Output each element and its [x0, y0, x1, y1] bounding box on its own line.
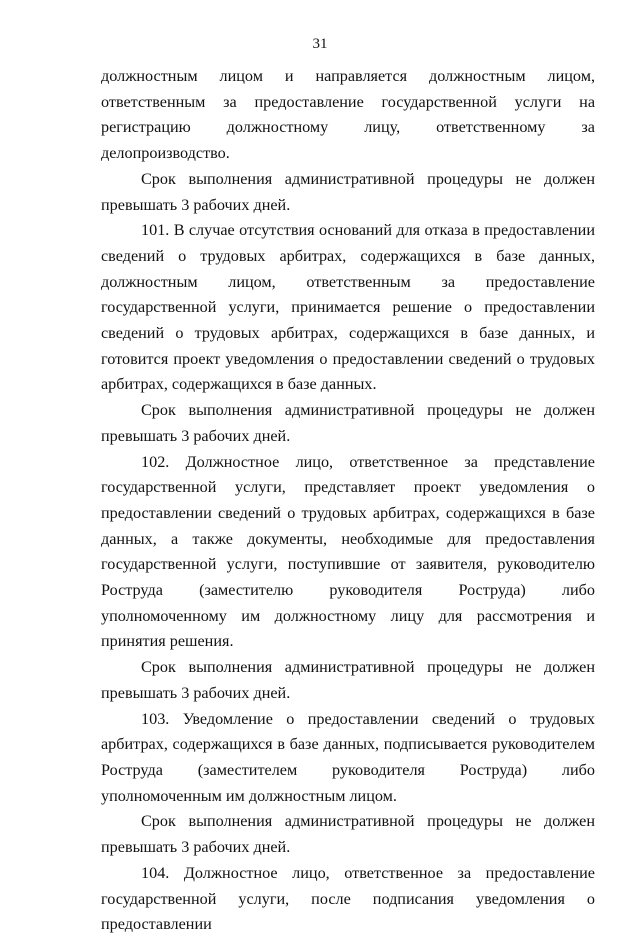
paragraph-103: 103. Уведомление о предоставлении сведений о трудовых арбитрах, содержащихся в базе данных, подписывается руководителем Роструда (заместителем руководителя Роструда) либо уполномоченным им должностным лицом.	[101, 709, 595, 805]
page-number: 31	[312, 36, 328, 52]
paragraph-102: 102. Должностное лицо, ответственное за представление государственной услуги, представляет проект уведомления о предоставлении сведений о трудовых арбитрах, содержащихся в базе данных, а также документы, необходимые для предоставления государственной услуги, поступившие от заявителя, руководителю Роструда (заместителю руководителя Роструда) либо уполномоченному им должностному лицу для рассмотрения и принятия решения.	[101, 452, 595, 651]
paragraph-104: 104. Должностное лицо, ответственное за предоставление государственной услуги, после подписания уведомления о предоставлении	[101, 863, 595, 934]
paragraph-101: 101. В случае отсутствия оснований для отказа в предоставлении сведений о трудовых арбитрах, содержащихся в базе данных, должностным лицом, ответственным за предоставление государственной услуги, принимается решение о предоставлении сведений о трудовых арбитрах, содержащихся в базе данных, и готовится проект уведомления о предоставлении сведений о трудовых арбитрах, содержащихся в базе данных.	[101, 221, 595, 394]
paragraph-continuation: должностным лицом и направляется должностным лицом, ответственным за предоставление государственной услуги на регистрацию должностному лицу, ответственному за делопроизводство.	[101, 67, 595, 163]
paragraph-deadline: Срок выполнения административной процедуры не должен превышать 3 рабочих дней.	[101, 401, 595, 445]
paragraph-deadline: Срок выполнения административной процедуры не должен превышать 3 рабочих дней.	[101, 658, 595, 702]
document-body	[101, 64, 595, 938]
paragraph-deadline: Срок выполнения административной процедуры не должен превышать 3 рабочих дней.	[101, 812, 595, 857]
paragraph-deadline: Срок выполнения административной процедуры не должен превышать 3 рабочих дней.	[101, 169, 595, 214]
